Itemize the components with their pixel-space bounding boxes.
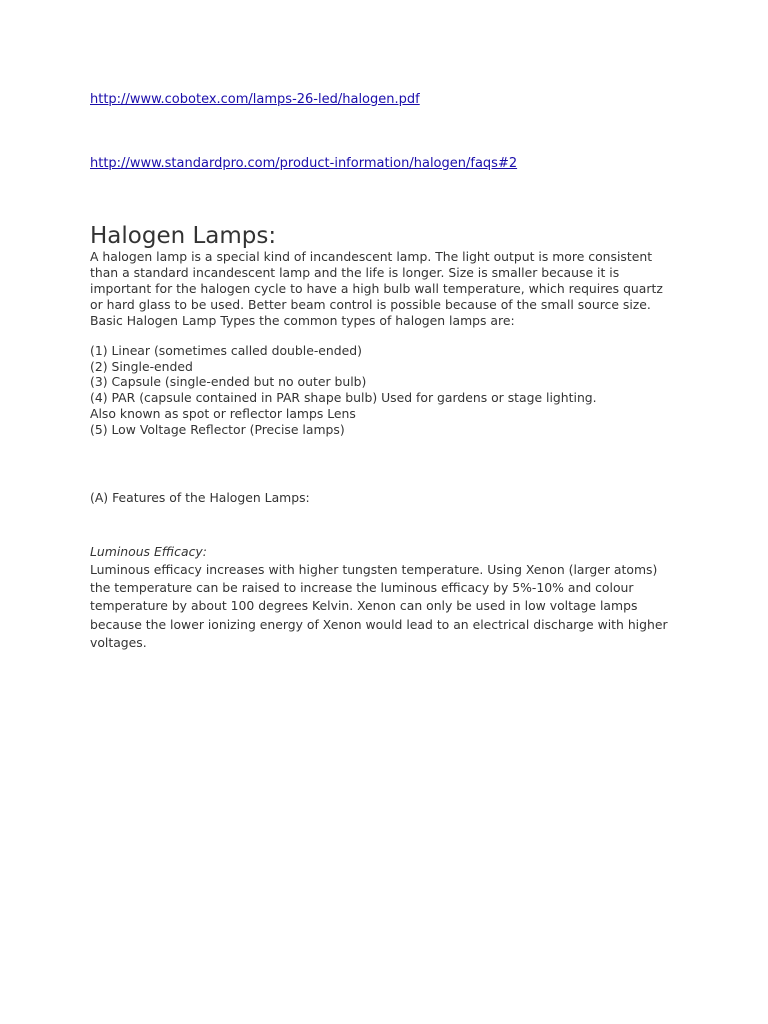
link-standardpro[interactable]: http://www.standardpro.com/product-information/halogen/faqs#2 xyxy=(90,156,518,171)
lamp-types-list xyxy=(90,343,690,437)
list-item: (4) PAR (capsule contained in PAR shape bulb) Used for gardens or stage lighting. xyxy=(90,390,597,406)
paragraph-line: temperature by about 100 degrees Kelvin. Xenon can only be used in low voltage lamps xyxy=(90,598,638,614)
luminous-efficacy-heading: Luminous Efficacy: xyxy=(90,544,207,559)
list-item: (2) Single-ended xyxy=(90,358,193,374)
intro-paragraph xyxy=(90,249,690,329)
intro-line: or hard glass to be used. Better beam control is possible because of the small source size. xyxy=(90,297,651,312)
features-heading: (A) Features of the Halogen Lamps: xyxy=(90,490,310,505)
list-item: (5) Low Voltage Reflector (Precise lamps) xyxy=(90,421,345,437)
intro-line: A halogen lamp is a special kind of incandescent lamp. The light output is more consistent xyxy=(90,249,653,264)
paragraph-line: Luminous efficacy increases with higher tungsten temperature. Using Xenon (larger atoms) xyxy=(90,562,658,577)
intro-line: Basic Halogen Lamp Types the common types of halogen lamps are: xyxy=(90,313,515,328)
page-heading: Halogen Lamps: xyxy=(90,223,277,249)
list-item: Also known as spot or reflector lamps Lens xyxy=(90,405,356,421)
paragraph-line: because the lower ionizing energy of Xenon would lead to an electrical discharge with higher xyxy=(90,616,668,632)
link-cobotex[interactable]: http://www.cobotex.com/lamps-26-led/halogen.pdf xyxy=(90,92,420,107)
paragraph-line: voltages. xyxy=(90,634,147,650)
list-item: (3) Capsule (single-ended but no outer bulb) xyxy=(90,374,367,390)
intro-line: important for the halogen cycle to have a high bulb wall temperature, which requires quartz xyxy=(90,281,663,296)
intro-line: than a standard incandescent lamp and the life is longer. Size is smaller because it is xyxy=(90,265,620,280)
luminous-efficacy-paragraph xyxy=(90,561,690,652)
list-item: (1) Linear (sometimes called double-ended) xyxy=(90,343,362,358)
paragraph-line: the temperature can be raised to increase the luminous efficacy by 5%-10% and colour xyxy=(90,580,634,596)
